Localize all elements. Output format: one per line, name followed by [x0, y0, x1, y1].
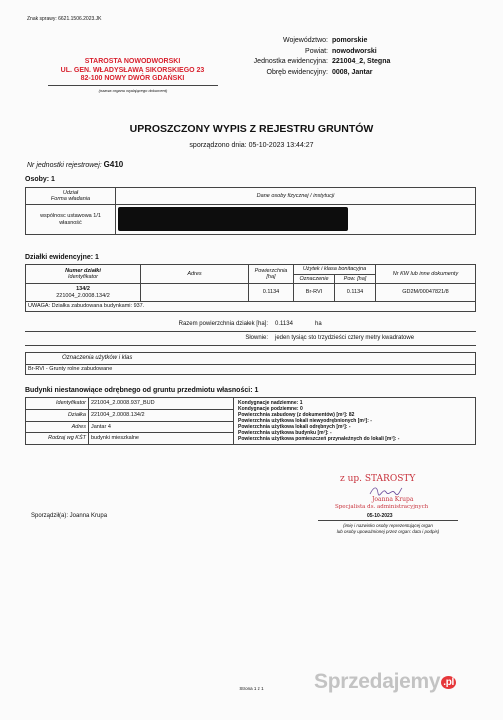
uses-heading: Oznaczenia użytków i klas — [26, 353, 476, 365]
building-address-value: Jantar 4 — [89, 421, 234, 433]
authority-line-1: STAROSTA NOWODWORSKI — [84, 58, 181, 65]
authority-line-3: 82-100 NOWY DWÓR GDAŃSKI — [80, 75, 185, 82]
parcel-address-cell — [141, 284, 249, 302]
authority-line-2: UL. GEN. WŁADYSŁAWA SIKORSKIEGO 23 — [60, 66, 205, 74]
parcel-number-cell: 134/2 221004_2.0008.134/2 — [26, 284, 141, 302]
building-parcel-label: Działka — [26, 409, 89, 421]
parcels-col-address: Adres — [141, 265, 249, 284]
authority-caption: (nazwa organu wydającego dokument) — [98, 88, 168, 93]
county-label: Powiat: — [305, 47, 328, 55]
authority-stamp — [40, 58, 225, 84]
owners-table — [25, 187, 476, 235]
total-unit: ha — [315, 321, 322, 327]
uses-table — [25, 352, 476, 375]
signature-caption: (imię i nazwisko osoby reprezentującej organ lub osoby upoważnionej przez organ: data i podpis) — [336, 523, 440, 534]
owners-share-value: wspólnosc ustawowa 1/1 własność — [26, 205, 116, 235]
voivodeship-label: Województwo: — [282, 37, 328, 44]
building-identifier-value: 221004_2.0008.937_BUD — [89, 398, 234, 410]
page-number: Strona 1 z 1 — [239, 686, 264, 691]
owners-person-cell — [116, 205, 476, 235]
building-identifier-label: Identyfikator — [26, 398, 89, 410]
register-unit — [27, 161, 123, 170]
parcel-kw-cell: GD2M/00047821/8 — [376, 284, 476, 302]
unit-value: 221004_2, Stegna — [332, 58, 391, 65]
buildings-table — [25, 397, 476, 445]
document-title: UPROSZCZONY WYPIS Z REJESTRU GRUNTÓW — [129, 123, 374, 135]
prepared-by: Sporządził(a): Joanna Krupa — [31, 513, 108, 519]
register-unit-label: Nr jednostki rejestrowej: — [27, 162, 102, 169]
parcels-col-number: Numer działki Identyfikator — [26, 265, 141, 284]
signature-for-starosta: z up. STAROSTY — [340, 474, 416, 484]
parcels-col-area: Powierzchnia [ha] — [249, 265, 294, 284]
precinct-value: 0008, Jantar — [332, 68, 373, 76]
building-type-label: Rodzaj wg KŚT — [26, 433, 89, 445]
total-value: 0.1134 — [275, 321, 293, 327]
precinct-label: Obręb ewidencyjny: — [266, 68, 328, 76]
owners-col-person: Dane osoby fizycznej / instytucji — [116, 188, 476, 205]
parcels-col-use-area: Pow. [ha] — [335, 274, 376, 284]
date-line: sporządzono dnia: 05-10-2023 13:44:27 — [189, 142, 314, 149]
unit-label: Jednostka ewidencyjna: — [253, 58, 328, 65]
parcels-table — [25, 264, 476, 312]
parcels-col-symbol: Oznaczenie — [294, 274, 335, 284]
parcel-use-symbol-cell: Br-RVI — [294, 284, 335, 302]
voivodeship-value: pomorskie — [332, 37, 368, 44]
words-value: jeden tysiąc sto trzydzieści cztery metry kwadratowe — [275, 335, 415, 341]
uses-row: Br-RVI - Grunty rolne zabudowane — [26, 365, 476, 375]
words-label: Słownie: — [245, 335, 268, 341]
owners-col-share: Udział Forma władania — [26, 188, 116, 205]
building-parcel-value: 221004_2.0008.134/2 — [89, 409, 234, 421]
signature-name: Joanna Krupa — [372, 496, 414, 503]
total-label: Razem powierzchnia działek [ha]: — [178, 321, 268, 327]
case-number: Znak sprawy: 6621.1506.2023.JK — [27, 16, 102, 22]
signature-role: Specjalista ds. administracyjnych — [335, 504, 429, 510]
building-type-value: budynki mieszkalne — [89, 433, 234, 445]
signature-date: 05-10-2023 — [367, 513, 393, 519]
buildings-heading: Budynki niestanowiące odrębnego od gruntu przedmiotu własności: 1 — [25, 387, 259, 394]
sprzedajemy-watermark: Sprzedajemy .pl — [314, 670, 455, 693]
parcels-col-kw: Nr KW lub inne dokumenty — [376, 265, 476, 284]
parcel-area-cell: 0.1134 — [249, 284, 294, 302]
location-meta — [232, 37, 452, 77]
parcels-heading: Działki ewidencyjne: 1 — [25, 254, 99, 261]
owners-heading: Osoby: 1 — [25, 176, 55, 183]
parcel-use-area-cell: 0.1134 — [335, 284, 376, 302]
parcels-col-use: Użytek i klasa bonitacyjna — [294, 265, 376, 275]
county-value: nowodworski — [332, 47, 377, 55]
watermark-logo-badge: .pl — [443, 676, 455, 688]
building-address-label: Adres — [26, 421, 89, 433]
register-unit-value: G410 — [103, 160, 124, 169]
building-details: Kondygnacje nadziemne: 1 Kondygnacje podziemne: 0 Powierzchnia zabudowy (z dokumentów) [m²]: 82 Powierzchnia użytkowa lokali niewyodrębnionych [m²]: - Powierzchnia użytkowa lokali odrębnych [m²]: - Powierzchnia użytkowa budynku [m²]: - Powierzchnia użytkowa pomieszczeń przynależnych do lokali [m²]: - — [234, 398, 476, 445]
parcel-note: UWAGA: Działka zabudowana budynkami: 937. — [26, 302, 476, 312]
redaction-block — [118, 207, 348, 231]
